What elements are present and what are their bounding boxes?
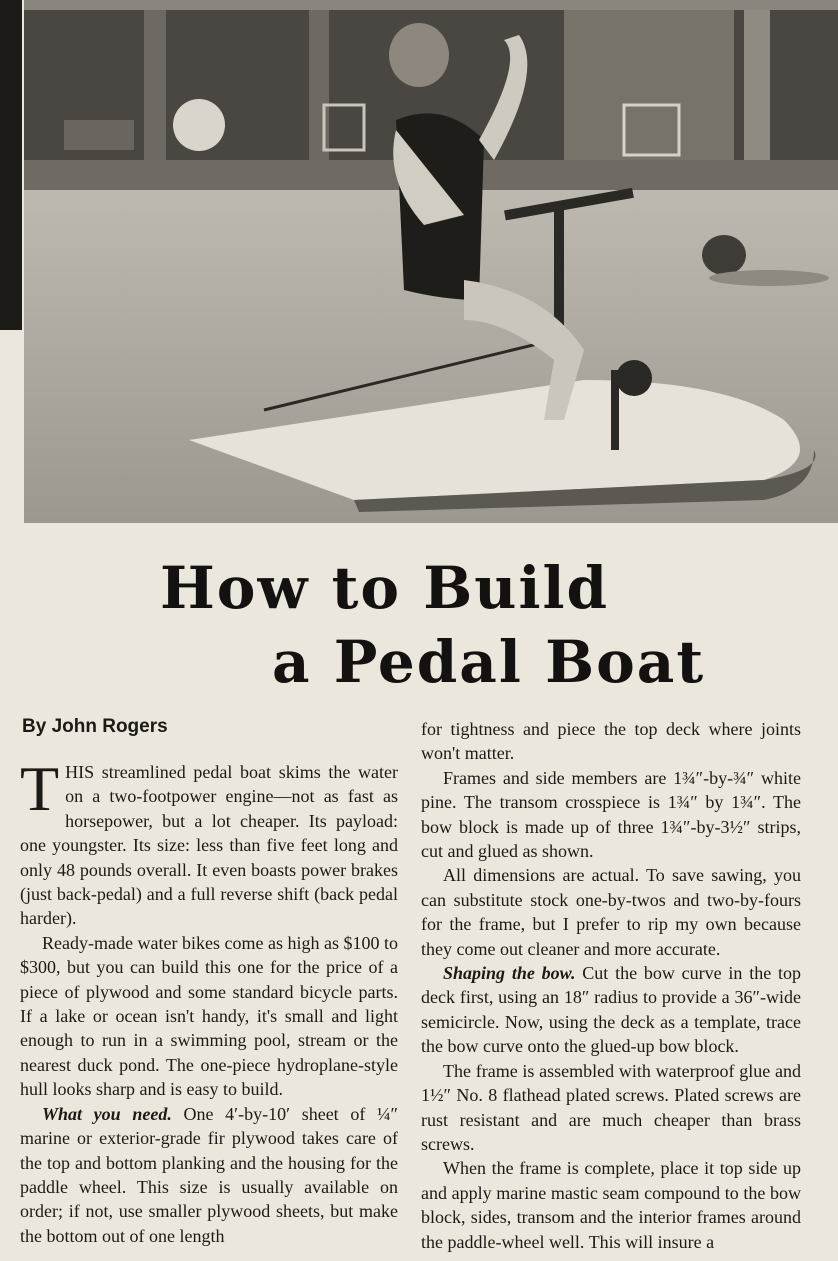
title-line-1: How to Build: [160, 554, 610, 622]
left-column: [20, 753, 399, 1248]
what-you-need-text: One 4′-by-10′ sheet of ¼″ marine or exterior-grade fir plywood takes care of the top and bottom planking and the housing for the paddle wheel. This size is usually available on order; if not, use smaller plywood sheets, but make the bottom out of one length: [20, 1103, 399, 1246]
paragraph-shaping-bow: [421, 961, 801, 1059]
paragraph-continued: for tightness and piece the top deck where joints won't matter.: [421, 719, 801, 764]
page-edge-bar: [0, 0, 22, 330]
title-line-2: a Pedal Boat: [272, 628, 706, 696]
paragraph-frame-complete: When the frame is complete, place it top side up and apply marine mastic seam compound to the bow block, sides, transom and the interior frames around the paddle-wheel well. This will insure a: [421, 1158, 801, 1252]
paragraph-dimensions: All dimensions are actual. To save sawing, you can substitute stock one-by-twos and two-by-fours for the frame, but I prefer to rip my own because they come out cleaner and more accurate.: [421, 865, 801, 959]
paragraph-frames: Frames and side members are 1¾″-by-¾″ white pine. The transom crosspiece is 1¾″ by 1¾″. The bow block is made up of three 1¾″-by-3½″ strips, cut and glued as shown.: [421, 767, 801, 862]
runin-what-you-need: What you need.: [42, 1103, 172, 1124]
right-column: [421, 717, 801, 1254]
paragraph-what-you-need: [20, 1102, 398, 1248]
intro-text: HIS streamlined pedal boat skims the water on a two-footpower engine—not as fast as horsepower, but a lot cheaper. Its payload: one youngster. Its size: less than five feet long and only 48 pounds overall. It even boasts power brakes (just back-pedal) and a full reverse shift (back pedal harder).: [20, 762, 398, 929]
shaping-bow-text: Cut the bow curve in the top deck first, using an 18″ radius to provide a 36″-wide semicircle. Now, using the deck as a template, trace the bow curve onto the glued-up bow block.: [421, 963, 801, 1057]
byline: By John Rogers: [22, 716, 168, 737]
drop-cap: T: [20, 753, 60, 824]
intro-paragraph: [20, 753, 398, 931]
pedal-boat-photo: [24, 0, 838, 523]
runin-shaping-bow: Shaping the bow.: [443, 963, 576, 984]
paragraph-ready-made: Ready-made water bikes come as high as $100 to $300, but you can build this one for the price of a piece of plywood and some standard bicycle parts. If a lake or ocean isn't handy, it's small and light enough to run in a swimming pool, stream or the nearest duck pond. The one-piece hydroplane-style hull looks sharp and is easy to build.: [20, 932, 398, 1100]
paragraph-frame-assembly: The frame is assembled with waterproof glue and 1½″ No. 8 flathead plated screws. Plated screws are rust resistant and are much cheaper than brass screws.: [421, 1060, 801, 1154]
